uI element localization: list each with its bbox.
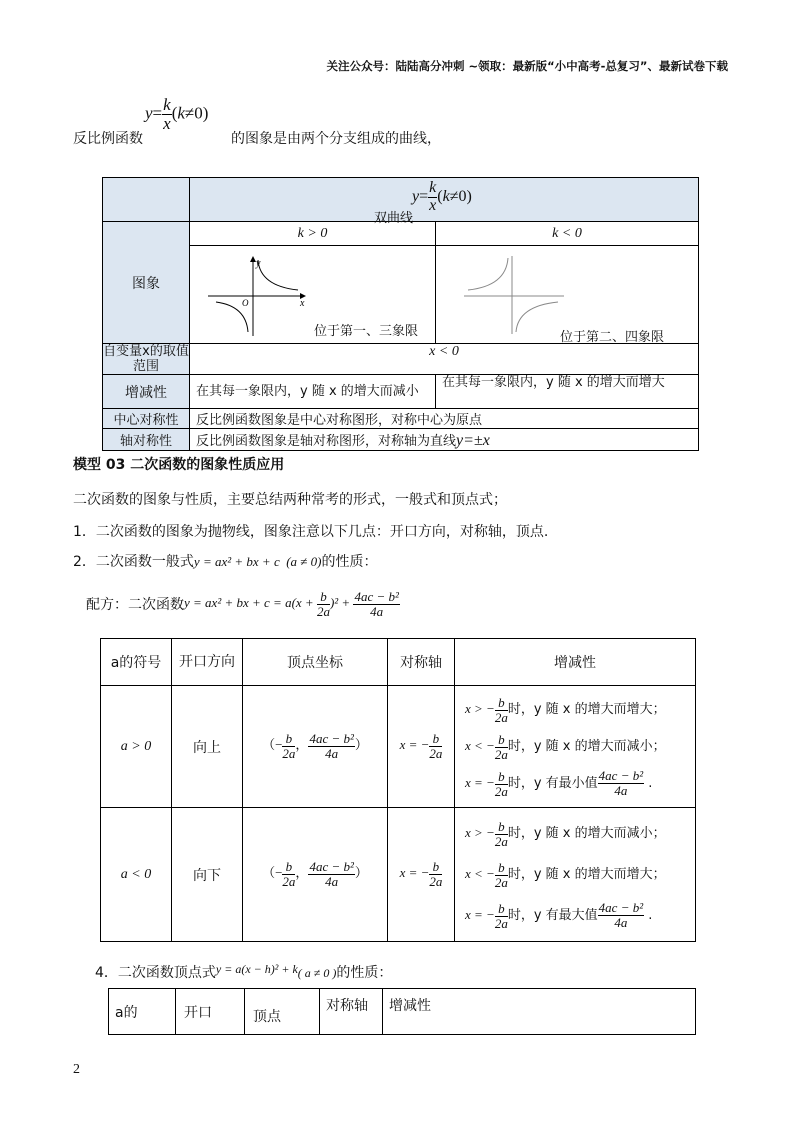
hyperbola-negative-graph: [460, 252, 570, 336]
para-4: [95, 962, 392, 982]
para-4-suffix: 的性质：: [336, 965, 393, 981]
hyperbola-table: [102, 177, 699, 451]
vertex-form-table: [108, 988, 696, 1035]
table1-title-formula: y= $\frac{k}{x}$ (k≠0): [412, 179, 472, 214]
t2-pos-open: 向上: [172, 686, 243, 808]
peifang: [86, 590, 400, 618]
caption-positive: 位于第一、三象限: [314, 324, 419, 339]
t3-header-vertex: 顶点: [245, 989, 320, 1035]
table1-corner: [103, 178, 190, 222]
table1-title: [190, 178, 699, 226]
t2-pos-axis: x = − $\frac{b}{2a}$: [388, 686, 455, 808]
t3-header-open: 开口: [176, 989, 245, 1035]
axis-symmetry-text: 反比例函数图象是轴对称图形，对称轴为直线: [196, 433, 457, 449]
t2-pos-mono-1: x > − $\frac{b}{2a}$ 时，y 随 x 的增大而增大；: [465, 694, 666, 725]
t2-header-mono: 增减性: [455, 639, 696, 686]
para-4-formula: y = a(x − h)² + k: [215, 962, 298, 976]
t2-neg-sign: a < 0: [101, 808, 172, 942]
para-3-formula: y = ax² + bx + c (a ≠ 0): [193, 554, 322, 569]
hyperbola-positive-graph: [206, 256, 306, 336]
row-label-monotonic: 增减性: [103, 375, 190, 409]
row-label-center: 中心对称性: [103, 409, 190, 429]
quadratic-table: [100, 638, 696, 942]
t2-neg-mono-1: x > − $\frac{b}{2a}$ 时，y 随 x 的增大而减小；: [465, 818, 666, 849]
axis-symmetry-formula: y=±x: [456, 431, 490, 449]
t2-neg-vertex: （− $\frac{b}{2a}$ ， $\frac{\text{4ac − b²}}{4a}$ ）: [243, 808, 388, 942]
t2-neg-mono-3: x = − $\frac{b}{2a}$ 时，y 有最大值 $\frac{\text{4ac − b²}}{4a}$ .: [465, 900, 653, 931]
para-4-prefix: 4．二次函数顶点式: [95, 965, 216, 981]
graph-x-label: x: [300, 298, 305, 309]
model-heading: 模型 03 二次函数的图象性质应用: [73, 457, 285, 473]
graph-y-label: y: [256, 258, 261, 269]
caption-negative: 位于第二、四象限: [560, 330, 665, 345]
row-label-domain: 自变量x的取值范围: [103, 344, 189, 374]
para-2: 1．二次函数的图象为抛物线，图象注意以下几点：开口方向，对称轴，顶点.: [73, 524, 549, 540]
col-k-positive: k > 0: [190, 222, 436, 246]
t2-neg-mono: [455, 808, 696, 942]
t2-header-vertex: 顶点坐标: [243, 639, 388, 686]
t2-header-open: 开口方向: [172, 639, 243, 686]
para-1: 二次函数的图象与性质，主要总结两种常考的形式，一般式和顶点式；: [73, 492, 507, 508]
table1-title-caption: 双曲线: [374, 211, 414, 226]
t3-header-axis: 对称轴: [320, 989, 383, 1035]
intro-prefix: 反比例函数: [73, 131, 143, 147]
monotonic-positive: 在其每一象限内，y 随 x 的增大而减小: [190, 375, 436, 409]
t3-header-mono: 增减性: [383, 989, 696, 1035]
axis-symmetry: [190, 429, 699, 451]
graph-cell-positive: [190, 246, 436, 344]
para-3-suffix: 的性质：: [321, 554, 378, 570]
graph-origin-label: O: [242, 298, 249, 308]
t2-pos-mono-3: x = − $\frac{b}{2a}$ 时，y 有最小值 $\frac{\text{4ac − b²}}{4a}$ .: [465, 768, 653, 799]
row-label-graph: 图象: [103, 222, 190, 344]
t2-header-axis: 对称轴: [388, 639, 455, 686]
para-3: [73, 551, 378, 571]
intro-suffix: 的图象是由两个分支组成的曲线，: [231, 131, 441, 147]
t2-pos-vertex: （− $\frac{b}{2a}$ ， $\frac{\text{4ac − b²}}{4a}$ ）: [243, 686, 388, 808]
col-k-negative: k < 0: [436, 222, 699, 246]
row-label-axis: 轴对称性: [103, 429, 190, 451]
t2-neg-open: 向下: [172, 808, 243, 942]
monotonic-negative: 在其每一象限内，y 随 x 的增大而增大: [436, 375, 699, 409]
domain-value: x < 0: [190, 344, 699, 375]
page-header: 关注公众号：陆陆高分冲刺 ~领取：最新版“小中高考-总复习”、最新试卷下载: [326, 59, 728, 73]
para-3-prefix: 2．二次函数一般式: [73, 554, 194, 570]
peifang-formula: y = ax² + bx + c = a(x + $\frac{b}{2a}$ )² + $\frac{\text{4ac − b²}}{4a}$: [184, 589, 399, 619]
t2-pos-mono-2: x < − $\frac{b}{2a}$ 时，y 随 x 的增大而减小；: [465, 731, 666, 762]
t2-neg-mono-2: x < − $\frac{b}{2a}$ 时，y 随 x 的增大而增大；: [465, 859, 666, 890]
t2-header-sign: a的符号: [101, 639, 172, 686]
center-symmetry: 反比例函数图象是中心对称图形，对称中心为原点: [190, 409, 699, 429]
t2-pos-mono: [455, 686, 696, 808]
peifang-label: 配方：二次函数: [86, 597, 184, 614]
graph-cell-negative: [436, 246, 699, 344]
page-number: 2: [73, 1062, 80, 1077]
t3-header-sign: a的: [109, 989, 176, 1035]
para-4-cond: ( a ≠ 0 ): [297, 966, 337, 980]
intro-formula: y= $\frac{k}{x}$ (k≠0): [145, 95, 209, 133]
t2-pos-sign: a > 0: [101, 686, 172, 808]
t2-neg-axis: x = − $\frac{b}{2a}$: [388, 808, 455, 942]
